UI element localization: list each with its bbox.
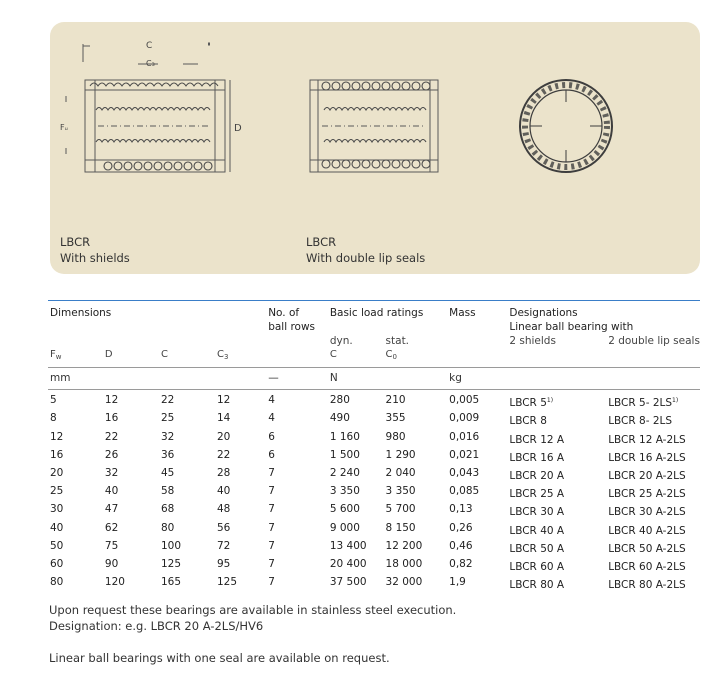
cell-c3: 40	[217, 485, 231, 498]
cell-dyn: 13 400	[329, 539, 367, 552]
table-row	[48, 466, 700, 484]
header-no-of: No. of	[268, 307, 300, 319]
header-designations: Designations	[509, 307, 578, 319]
cell-seals: LBCR 60 A-2LS	[608, 561, 686, 574]
cell-shields: LBCR 50 A	[509, 542, 565, 555]
cell-shields: LBCR 12 A	[509, 433, 565, 446]
cell-mass: 0,13	[449, 503, 473, 516]
cell-mass: 0,016	[449, 430, 480, 443]
cell-c: 100	[160, 539, 181, 552]
cell-stat: 1 290	[385, 448, 416, 461]
sealed-bearing-drawing	[302, 78, 447, 178]
cell-fw: 12	[50, 430, 64, 443]
cell-d: 90	[104, 558, 119, 571]
cell-d: 40	[104, 485, 119, 498]
cell-d: 12	[104, 394, 119, 407]
header-basic-load: Basic load ratings	[329, 307, 424, 319]
table-row	[48, 502, 700, 520]
cell-c: 80	[160, 521, 175, 534]
cell-rows: 6	[268, 430, 275, 443]
cell-fw: 30	[50, 503, 64, 516]
cell-rows: 7	[268, 521, 275, 534]
cell-shields: LBCR 20 A	[509, 470, 565, 483]
cell-c: 58	[160, 485, 175, 498]
cell-c3: 95	[217, 558, 231, 571]
bearing-cross-section-drawing	[516, 76, 616, 176]
cell-seals: LBCR 25 A-2LS	[608, 488, 686, 501]
unit-rows: —	[266, 368, 328, 390]
header-2-seals: 2 double lip seals	[608, 335, 700, 347]
note-designation-example: Designation: e.g. LBCR 20 A-2LS/HV6	[49, 619, 264, 633]
unit-kg: kg	[447, 368, 507, 390]
cell-rows: 7	[268, 503, 275, 516]
table-row	[48, 539, 700, 557]
cell-c: 68	[160, 503, 175, 516]
header-dyn: dyn.	[329, 335, 353, 347]
cell-shields: LBCR 5$^{1)}$	[509, 397, 554, 410]
cell-fw: 80	[50, 576, 64, 589]
cell-d: 22	[104, 430, 119, 443]
cell-fw: 5	[50, 394, 57, 407]
cell-seals: LBCR 16 A-2LS	[608, 451, 686, 464]
cell-shields: LBCR 60 A	[509, 561, 565, 574]
cell-fw: 25	[50, 485, 64, 498]
cell-mass: 0,005	[449, 394, 480, 407]
caption-shields-type: LBCR	[60, 235, 91, 249]
header-d: D	[103, 348, 159, 368]
cell-mass: 0,021	[449, 448, 480, 461]
note-stainless: Upon request these bearings are available in stainless steel execution.	[49, 603, 457, 617]
cell-seals: LBCR 40 A-2LS	[608, 524, 686, 537]
cell-dyn: 37 500	[329, 576, 367, 589]
cell-stat: 3 350	[385, 485, 416, 498]
cell-dyn: 2 240	[329, 467, 360, 480]
header-stat: stat.	[385, 335, 410, 347]
dim-fw-label: Fᵤ	[60, 123, 68, 132]
cell-seals: LBCR 12 A-2LS	[608, 433, 686, 446]
cell-rows: 7	[268, 558, 275, 571]
cell-d: 26	[104, 448, 119, 461]
cell-shields: LBCR 25 A	[509, 488, 565, 501]
dim-c-label: C	[146, 41, 153, 51]
cell-seals: LBCR 30 A-2LS	[608, 506, 686, 519]
header-dyn-c: C	[328, 348, 384, 368]
cell-shields: LBCR 16 A	[509, 451, 565, 464]
cell-rows: 7	[268, 467, 275, 480]
cell-stat: 5 700	[385, 503, 416, 516]
table-row	[48, 521, 700, 539]
spec-table-body	[48, 390, 700, 594]
cell-stat: 12 200	[385, 539, 423, 552]
cell-c3: 56	[217, 521, 231, 534]
cell-rows: 7	[268, 485, 275, 498]
cell-stat: 355	[385, 412, 406, 425]
cell-mass: 0,26	[449, 521, 473, 534]
cell-d: 16	[104, 412, 119, 425]
header-mass: Mass	[449, 307, 476, 319]
cell-mass: 1,9	[449, 576, 466, 589]
cell-stat: 8 150	[385, 521, 416, 534]
table-row	[48, 575, 700, 593]
unit-mm: mm	[48, 368, 266, 390]
table-row	[48, 390, 700, 412]
shielded-bearing-drawing	[58, 36, 248, 176]
cell-shields: LBCR 40 A	[509, 524, 565, 537]
header-ball-rows: ball rows	[268, 321, 316, 333]
table-row	[48, 484, 700, 502]
cell-stat: 32 000	[385, 576, 423, 589]
cell-rows: 7	[268, 576, 275, 589]
note-one-seal: Linear ball bearings with one seal are available on request.	[49, 651, 390, 665]
dim-c3-label: C₃	[146, 59, 155, 68]
header-2-shields: 2 shields	[509, 335, 556, 347]
cell-stat: 210	[385, 394, 406, 407]
cell-c3: 20	[217, 430, 231, 443]
cell-dyn: 1 160	[329, 430, 360, 443]
cell-seals: LBCR 80 A-2LS	[608, 579, 686, 592]
caption-seals-desc: With double lip seals	[306, 251, 426, 265]
cell-c3: 72	[217, 539, 231, 552]
header-fw: $F_w$	[48, 348, 103, 368]
cell-dyn: 9 000	[329, 521, 360, 534]
cell-c3: 48	[217, 503, 231, 516]
cell-dyn: 3 350	[329, 485, 360, 498]
cell-c: 165	[160, 576, 181, 589]
cell-c3: 22	[217, 448, 231, 461]
cell-seals: LBCR 5- 2LS$^{1)}$	[608, 397, 679, 410]
cell-c3: 125	[217, 576, 238, 589]
cell-mass: 0,46	[449, 539, 473, 552]
cell-dyn: 20 400	[329, 558, 367, 571]
cell-c: 25	[160, 412, 175, 425]
header-c3: $C_3$	[215, 348, 266, 368]
unit-n: N	[328, 368, 447, 390]
cell-dyn: 280	[329, 394, 350, 407]
cell-stat: 980	[385, 430, 406, 443]
cell-mass: 0,043	[449, 467, 480, 480]
cell-c: 32	[160, 430, 175, 443]
cell-rows: 4	[268, 394, 275, 407]
cell-shields: LBCR 80 A	[509, 579, 565, 592]
cell-d: 32	[104, 467, 119, 480]
cell-dyn: 490	[329, 412, 350, 425]
table-row	[48, 557, 700, 575]
cell-fw: 16	[50, 448, 64, 461]
cell-c3: 14	[217, 412, 231, 425]
table-row	[48, 411, 700, 429]
cell-c3: 12	[217, 394, 231, 407]
caption-shields	[60, 234, 130, 266]
cell-rows: 4	[268, 412, 275, 425]
cell-mass: 0,009	[449, 412, 480, 425]
cell-d: 47	[104, 503, 119, 516]
cell-fw: 20	[50, 467, 64, 480]
cell-c: 125	[160, 558, 181, 571]
cell-c: 36	[160, 448, 175, 461]
cell-d: 75	[104, 539, 119, 552]
table-row	[48, 448, 700, 466]
caption-seals-type: LBCR	[306, 235, 337, 249]
header-stat-c0: $C_0$	[384, 348, 448, 368]
bearing-spec-table	[48, 300, 700, 593]
cell-dyn: 1 500	[329, 448, 360, 461]
dim-d-label: D	[234, 123, 242, 134]
cell-dyn: 5 600	[329, 503, 360, 516]
cell-d: 62	[104, 521, 119, 534]
cell-shields: LBCR 8	[509, 415, 547, 428]
cell-fw: 40	[50, 521, 64, 534]
cell-fw: 8	[50, 412, 57, 425]
header-linear: Linear ball bearing with	[509, 321, 634, 333]
cell-mass: 0,085	[449, 485, 480, 498]
table-row	[48, 430, 700, 448]
header-dimensions: Dimensions	[50, 307, 112, 319]
cell-c: 22	[160, 394, 175, 407]
cell-fw: 60	[50, 558, 64, 571]
cell-fw: 50	[50, 539, 64, 552]
cell-stat: 2 040	[385, 467, 416, 480]
cell-rows: 6	[268, 448, 275, 461]
cell-seals: LBCR 8- 2LS	[608, 415, 673, 428]
caption-seals	[306, 234, 425, 266]
cell-d: 120	[104, 576, 125, 589]
cell-shields: LBCR 30 A	[509, 506, 565, 519]
cell-c3: 28	[217, 467, 231, 480]
cell-rows: 7	[268, 539, 275, 552]
cell-c: 45	[160, 467, 175, 480]
cell-seals: LBCR 20 A-2LS	[608, 470, 686, 483]
header-c: C	[159, 348, 215, 368]
cell-stat: 18 000	[385, 558, 423, 571]
cell-seals: LBCR 50 A-2LS	[608, 542, 686, 555]
caption-shields-desc: With shields	[60, 251, 130, 265]
cell-mass: 0,82	[449, 558, 473, 571]
